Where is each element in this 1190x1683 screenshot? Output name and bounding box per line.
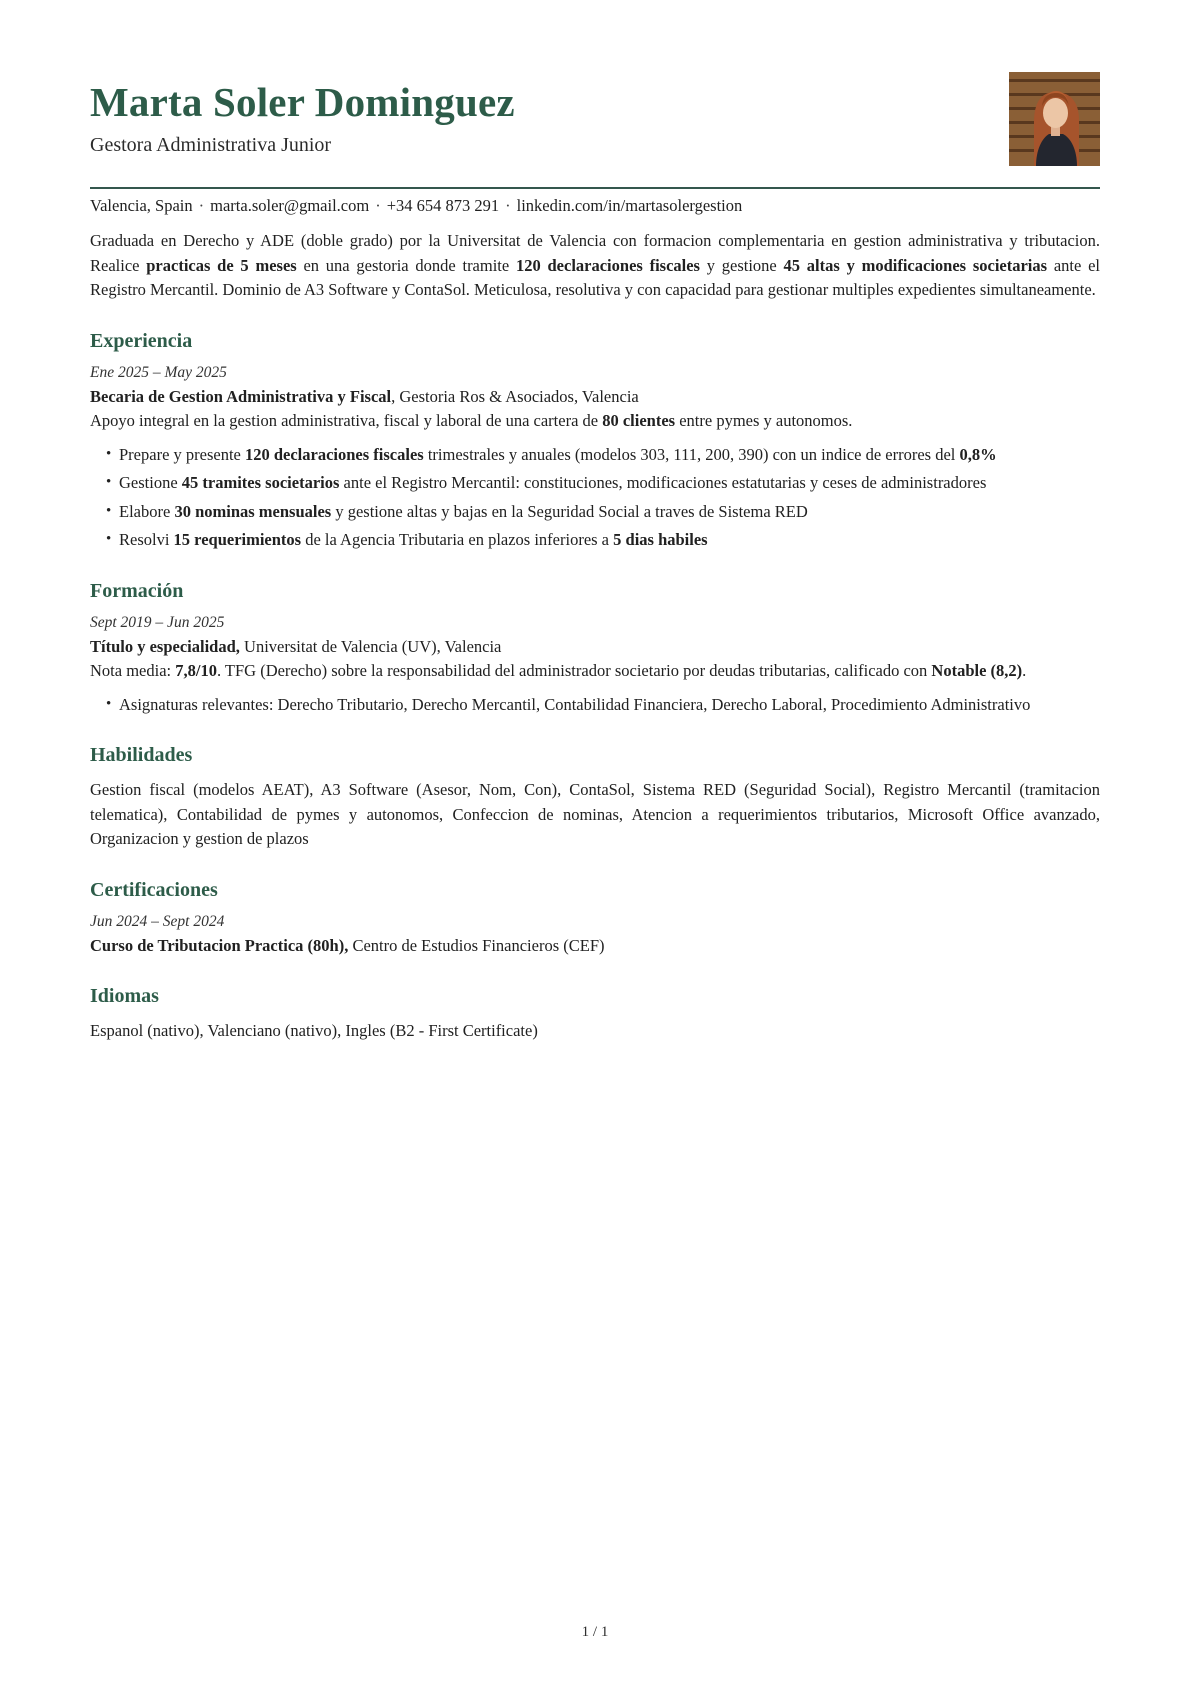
contact-phone: +34 654 873 291 bbox=[386, 196, 500, 215]
header bbox=[90, 70, 1100, 166]
bullet-item: • Asignaturas relevantes: Derecho Tributario, Derecho Mercantil, Contabilidad Financiera, Derecho Laboral, Procedimiento Administrativo bbox=[106, 693, 1100, 718]
education-entry bbox=[90, 614, 1100, 718]
section-idiomas bbox=[90, 985, 1100, 1044]
contact-location: Valencia, Spain bbox=[90, 196, 193, 215]
page-number: 1 / 1 bbox=[581, 1624, 609, 1640]
skills-text: Gestion fiscal (modelos AEAT), A3 Software (Asesor, Nom, Con), ContaSol, Sistema RED (Seguridad Social), Registro Mercantil (tramitacion telematica), Contabilidad de pymes y autonomos, Confeccion de nominas, Atencion a requerimientos tributarios, Microsoft Office avanzado, Organizacion y gestion de plazos bbox=[90, 780, 1100, 848]
section-heading-formacion: Formación bbox=[90, 579, 184, 602]
job-title: Gestora Administrativa Junior bbox=[90, 133, 332, 156]
section-heading-idiomas: Idiomas bbox=[90, 985, 159, 1007]
profile-photo bbox=[1009, 72, 1100, 166]
page-title: Marta Soler Dominguez bbox=[90, 79, 515, 125]
contact-line bbox=[90, 196, 1100, 216]
entry-title: Título y especialidad, Universitat de Valencia (UV), Valencia bbox=[90, 636, 502, 656]
section-heading-certificaciones: Certificaciones bbox=[90, 878, 218, 901]
entry-description: Apoyo integral en la gestion administrativa, fiscal y laboral de una cartera de 80 clientes entre pymes y autonomos. bbox=[90, 411, 853, 430]
section-heading-habilidades: Habilidades bbox=[90, 744, 193, 766]
bullet-item: • Resolvi 15 requerimientos de la Agencia Tributaria en plazos inferiores a 5 dias habiles bbox=[106, 528, 1100, 553]
bullet-item: • Elabore 30 nominas mensuales y gestione altas y bajas en la Seguridad Social a traves de Sistema RED bbox=[106, 500, 1100, 525]
bullet-list bbox=[90, 443, 1100, 553]
section-habilidades bbox=[90, 744, 1100, 852]
section-formacion bbox=[90, 580, 1100, 718]
contact-email: marta.soler@gmail.com bbox=[210, 196, 370, 215]
bullet-item: • Prepare y presente 120 declaraciones fiscales trimestrales y anuales (modelos 303, 111, 200, 390) con un indice de errores del 0,8% bbox=[106, 443, 1100, 468]
contact-separator: · bbox=[375, 196, 381, 215]
entry-date: Jun 2024 – Sept 2024 bbox=[90, 912, 225, 930]
entry-description: Nota media: 7,8/10. TFG (Derecho) sobre la responsabilidad del administrador societario por deudas tributarias, calificado con Notable (8,2). bbox=[90, 661, 1027, 680]
languages-text: Espanol (nativo), Valenciano (nativo), Ingles (B2 - First Certificate) bbox=[90, 1021, 538, 1040]
section-experiencia bbox=[90, 330, 1100, 553]
contact-separator: · bbox=[198, 196, 205, 215]
entry-title: Becaria de Gestion Administrativa y Fiscal, Gestoria Ros & Asociados, Valencia bbox=[90, 386, 639, 406]
experience-entry bbox=[90, 364, 1100, 553]
profile-summary: Graduada en Derecho y ADE (doble grado) por la Universitat de Valencia con formacion complementaria en gestion administrativa y tributacion. Realice practicas de 5 meses en una gestoria donde tramite 120 declaraciones fiscales y gestione 45 altas y modificaciones societarias ante el Registro Mercantil. Dominio de A3 Software y ContaSol. Meticulosa, resolutiva y con capacidad para gestionar multiples expedientes simultaneamente. bbox=[90, 231, 1101, 299]
entry-date: Sept 2019 – Jun 2025 bbox=[90, 613, 225, 631]
section-certificaciones bbox=[90, 879, 1100, 959]
header-divider bbox=[90, 187, 1100, 189]
contact-separator: · bbox=[505, 196, 511, 215]
entry-date: Ene 2025 – May 2025 bbox=[90, 363, 227, 381]
bullet-item: • Gestione 45 tramites societarios ante el Registro Mercantil: constituciones, modificaciones estatutarias y ceses de administradores bbox=[106, 471, 1100, 496]
section-heading-experiencia: Experiencia bbox=[90, 329, 193, 352]
contact-linkedin: linkedin.com/in/martasolergestion bbox=[516, 196, 743, 215]
bullet-list bbox=[90, 693, 1100, 718]
entry-title: Curso de Tributacion Practica (80h), Centro de Estudios Financieros (CEF) bbox=[90, 935, 605, 955]
certification-entry bbox=[90, 913, 1100, 959]
profile-photo-illustration bbox=[1009, 72, 1100, 166]
header-text bbox=[90, 70, 515, 157]
